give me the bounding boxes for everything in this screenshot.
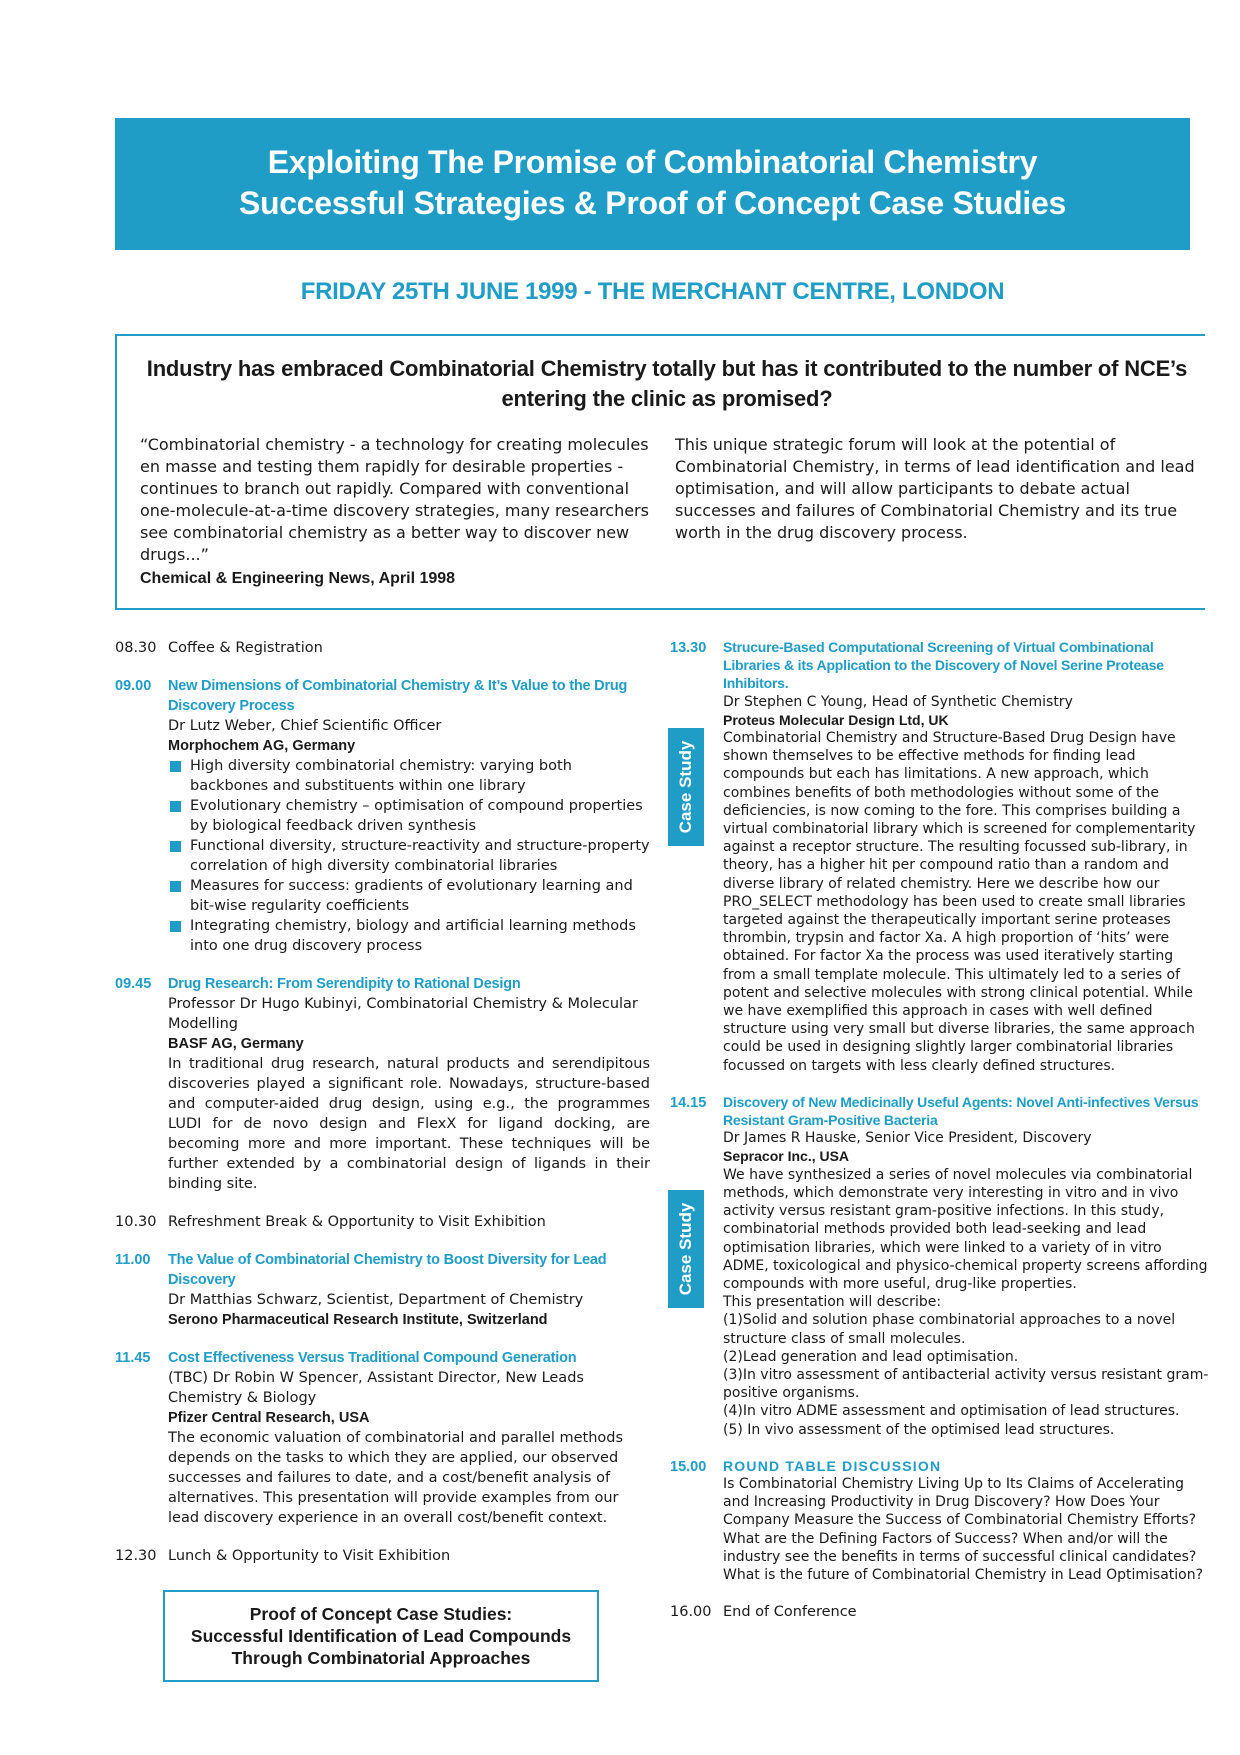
bullet-item: Measures for success: gradients of evolutionary learning and bit-wise regularity coefficients: [190, 876, 650, 916]
intro-heading: Industry has embraced Combinatorial Chemistry totally but has it contributed to the number of NCE’s entering the clinic as promised?: [146, 356, 1188, 411]
session-0945: [115, 974, 650, 1194]
session-1030: [115, 1212, 650, 1232]
proof-line3: Through Combinatorial Approaches: [231, 1648, 531, 1668]
session-speaker: Professor Dr Hugo Kubinyi, Combinatorial Chemistry & Molecular Modelling: [168, 996, 638, 1032]
session-1330: [670, 638, 1210, 1075]
session-abstract: Is Combinatorial Chemistry Living Up to Its Claims of Accelerating and Increasing Productivity in Drug Discovery? How Does Your Company Measure the Success of Combinatorial Chemistry Efforts? What are the Defining Factors of Success? When and/or will the industry see the benefits in terms of successful clinical candidates? What is the future of Combinatorial Chemistry in Lead Optimisation?: [723, 1475, 1204, 1583]
session-title: Strucure-Based Computational Screening of Virtual Combinational Libraries & its Application to the Discovery of Novel Serine Protease Inhibitors.: [723, 639, 1164, 692]
session-abstract: We have synthesized a series of novel molecules via combinatorial methods, which demonstrate very interesting in vitro and in vivo activity versus resistant gram-positive infections. In this study, combinatorial methods provided both lead-seeking and lead optimisation libraries, which were linked to a variety of in vitro ADME, toxicological and physico-chemical property screens affording compounds with more useful, drug-like properties.: [723, 1166, 1208, 1292]
session-title: Discovery of New Medicinally Useful Agents: Novel Anti-infectives Versus Resistant Gram-Positive Bacteria: [723, 1093, 1199, 1129]
session-abstract: In traditional drug research, natural products and serendipitous discoveries played a significant role. Nowadays, structure-based and computer-aided drug design, using e.g., the programmes LUDI for de novo design and FlexX for ligand docking, are becoming more and more important. These techniques will be further extended by a combinatorial design of ligands in their binding site.: [168, 1056, 650, 1192]
session-title: Drug Research: From Serendipity to Rational Design: [168, 976, 521, 992]
session-title: The Value of Combinatorial Chemistry to Boost Diversity for Lead Discovery: [168, 1252, 607, 1288]
intro-quote-block: [140, 434, 660, 590]
session-1600: [670, 1602, 1210, 1622]
session-title: End of Conference: [723, 1604, 857, 1621]
session-organisation: BASF AG, Germany: [168, 1036, 304, 1052]
session-time: 13.30: [670, 640, 707, 656]
session-0830: [115, 638, 650, 658]
intro-box: [115, 334, 1205, 610]
session-time: 14.15: [670, 1094, 707, 1111]
session-abstract: Combinatorial Chemistry and Structure-Based Drug Design have shown themselves to be effective methods for finding lead compounds but each has limitations. A new approach, which combines benefits of both methodologies without some of the deficiencies, is now coming to the fore. This comprises building a virtual combinatorial library which is screened for complementarity against a receptor structure. The resulting focussed sub-library, in theory, has a higher hit per compound ratio than a random and diverse library of related chemistry. Here we describe how our PRO_SELECT methodology has been used to create small libraries targeted against the therapeutically important serine proteases thrombin, trypsin and factor Xa. A high proportion of ‘hits’ were obtained. For factor Xa the process was used iteratively starting from a small template molecule. This ultimately led to a series of potent and selective molecules with strong clinical potential. While we have exemplified this approach in cases with well defined structure using very small but diverse libraries, the same approach could be used in designing slightly larger combinatorial libraries focussed on targets with less clearly defined structures.: [723, 730, 1196, 1074]
session-title: Lunch & Opportunity to Visit Exhibition: [168, 1548, 451, 1564]
session-time: 12.30: [115, 1548, 157, 1564]
session-1100: [115, 1250, 650, 1330]
session-1500: [670, 1457, 1210, 1584]
session-organisation: Sepracor Inc., USA: [723, 1148, 850, 1165]
session-time: 09.45: [115, 976, 152, 992]
session-1230: [115, 1546, 650, 1566]
banner-title-line2: Successful Strategies & Proof of Concept Case Studies: [239, 185, 1066, 221]
numbered-point: (3)In vitro assessment of antibacterial activity versus resistant gram-positive organisms.: [723, 1366, 1209, 1402]
session-1145: [115, 1348, 650, 1528]
session-time: 11.45: [115, 1350, 151, 1366]
bullet-item: Evolutionary chemistry – optimisation of compound properties by biological feedback driven synthesis: [190, 796, 650, 836]
session-title: Cost Effectiveness Versus Traditional Compound Generation: [168, 1350, 577, 1366]
session-abstract: The economic valuation of combinatorial and parallel methods depends on the tasks to which they are applied, our observed successes and failures to date, and a cost/benefit analysis of alternatives. This presentation will provide examples from our lead discovery experience in an overall cost/benefit context.: [168, 1430, 624, 1526]
programme-left-column: [115, 638, 650, 1584]
session-speaker: Dr Lutz Weber, Chief Scientific Officer: [168, 718, 442, 734]
numbered-point: (2)Lead generation and lead optimisation.: [723, 1348, 1019, 1365]
intro-description: This unique strategic forum will look at the potential of Combinatorial Chemistry, in terms of lead identification and lead optimisation, and will allow participants to debate actual successes and failures of Combinatorial Chemistry and its true worth in the drug discovery process.: [675, 435, 1195, 542]
session-time: 15.00: [670, 1458, 707, 1475]
quote-source: Chemical & Engineering News, April 1998: [140, 570, 456, 587]
proof-of-concept-box: [163, 1590, 599, 1682]
session-time: 11.00: [115, 1252, 151, 1268]
intro-quote: “Combinatorial chemistry - a technology for creating molecules en masse and testing them rapidly for desirable properties - continues to branch out rapidly. Compared with conventional one-molecule-at-a-time discovery strategies, many researchers see combinatorial chemistry as a better way to discover new drugs...”: [140, 435, 649, 564]
banner-title-line1: Exploiting The Promise of Combinatorial Chemistry: [267, 144, 1038, 180]
bullet-item: Functional diversity, structure-reactivity and structure-property correlation of high diversity combinatorial libraries: [190, 838, 650, 874]
session-points-intro: This presentation will describe:: [723, 1294, 942, 1311]
session-time: 09.00: [115, 678, 152, 694]
session-speaker: Dr Matthias Schwarz, Scientist, Department of Chemistry: [168, 1292, 584, 1308]
session-0900: [115, 676, 650, 956]
session-speaker: Dr James R Hauske, Senior Vice President, Discovery: [723, 1130, 1092, 1147]
session-organisation: Serono Pharmaceutical Research Institute, Switzerland: [168, 1312, 548, 1328]
session-title: Refreshment Break & Opportunity to Visit Exhibition: [168, 1214, 546, 1230]
numbered-point: (4)In vitro ADME assessment and optimisation of lead structures.: [723, 1403, 1180, 1420]
session-speaker: (TBC) Dr Robin W Spencer, Assistant Director, New Leads Chemistry & Biology: [168, 1370, 584, 1406]
session-bullet-list: [168, 756, 650, 956]
event-date-venue: FRIDAY 25TH JUNE 1999 - THE MERCHANT CENTRE, LONDON: [300, 278, 1005, 305]
session-organisation: Proteus Molecular Design Ltd, UK: [723, 711, 949, 728]
numbered-point: (5) In vivo assessment of the optimised lead structures.: [723, 1421, 1115, 1438]
session-time: 08.30: [115, 640, 157, 656]
session-title: ROUND TABLE DISCUSSION: [723, 1457, 942, 1474]
session-title: Coffee & Registration: [168, 640, 323, 656]
case-study-tab-label: Case Study: [676, 1202, 695, 1296]
proof-line2: Successful Identification of Lead Compounds: [190, 1626, 572, 1646]
title-banner: [115, 118, 1190, 250]
session-time: 10.30: [115, 1214, 157, 1230]
numbered-point: (1)Solid and solution phase combinatorial approaches to a novel structure class of small molecules.: [723, 1312, 1176, 1347]
session-title: New Dimensions of Combinatorial Chemistry & It’s Value to the Drug Discovery Process: [168, 678, 628, 714]
proof-line1: Proof of Concept Case Studies:: [249, 1604, 513, 1624]
bullet-item: High diversity combinatorial chemistry: varying both backbones and substituents within one library: [190, 756, 650, 796]
programme-right-column: [670, 638, 1210, 1640]
case-study-tab-label: Case Study: [676, 740, 695, 834]
session-speaker: Dr Stephen C Young, Head of Synthetic Chemistry: [723, 693, 1073, 710]
bullet-item: Integrating chemistry, biology and artificial learning methods into one drug discovery process: [190, 916, 650, 956]
session-1415: [670, 1093, 1210, 1439]
session-organisation: Pfizer Central Research, USA: [168, 1410, 370, 1426]
session-organisation: Morphochem AG, Germany: [168, 738, 356, 754]
session-time: 16.00: [670, 1604, 712, 1621]
